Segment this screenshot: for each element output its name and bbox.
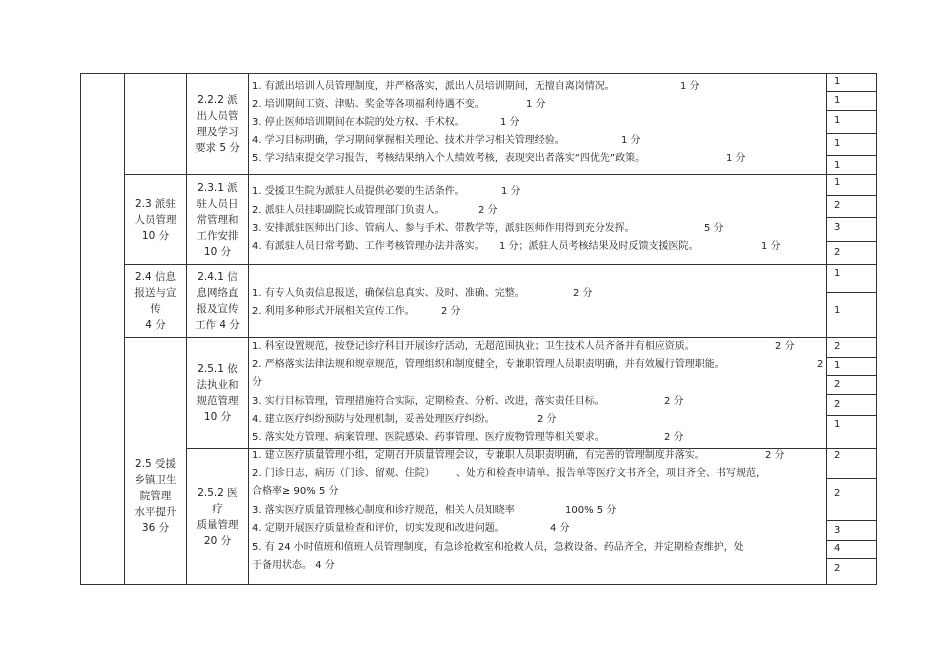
criterion-score: 2 分 — [664, 396, 684, 407]
criterion-text: 4. 定期开展医疗质量检查和评价，切实发现和改进问题。 — [252, 523, 505, 534]
label-line: 2.5 受援 — [134, 458, 177, 470]
label-line: 2.3 派驻 — [134, 197, 177, 210]
points-divider — [826, 478, 877, 479]
points-divider — [826, 217, 877, 218]
label-line: 2.2.2 派 — [197, 94, 238, 106]
label-line: 10 分 — [203, 411, 232, 423]
points-divider — [826, 540, 877, 541]
criterion-score: 2 分 — [441, 306, 461, 317]
label-line: 报及宣传 — [196, 303, 239, 315]
criterion-text: 5. 学习结束提交学习报告，考核结果纳入个人绩效考核，表现突出者落实“四优先”政策。 — [252, 153, 646, 164]
criterion-text: 1. 有派出培训人员管理制度，并严格落实，派出人员培训期间，无擅自离岗情况。 — [252, 81, 615, 92]
criterion-text: 2. 派驻人员挂职副院长或管理部门负责人。 — [252, 205, 445, 216]
criterion-text: 2. 门诊日志，病历（门诊、留观、住院） — [252, 468, 435, 479]
points-value: 2 — [834, 247, 841, 258]
label-line: 报送与宣 — [134, 287, 177, 299]
points-value: 1 — [834, 115, 841, 126]
label-line: 36 分 — [141, 522, 170, 534]
label-line: 水平提升 — [134, 506, 177, 518]
points-divider — [826, 357, 877, 358]
points-value: 3 — [834, 222, 841, 233]
sub-item-label-2-4-1 — [187, 265, 248, 337]
criterion-score: 2 分 — [478, 205, 498, 216]
points-divider — [826, 110, 877, 111]
sub-item-label-2-2-2 — [187, 74, 248, 174]
points-value: 1 — [834, 76, 841, 87]
label-line: 20 分 — [203, 534, 232, 547]
criterion-text: 3. 实行目标管理，管理措施符合实际，定期检查、分析、改进，落实责任目标。 — [252, 396, 605, 407]
label-line: 2.3.1 派 — [197, 181, 238, 194]
label-line: 院管理 — [139, 490, 172, 502]
points-divider — [826, 91, 877, 92]
criterion-text: 3. 停止医师培训期间在本院的处方权、手术权。 — [252, 117, 465, 128]
points-divider — [826, 558, 877, 559]
label-line: 乡镇卫生 — [134, 474, 177, 486]
label-line: 息网络直 — [196, 287, 239, 299]
item-label-2-4 — [125, 265, 186, 337]
criterion-text-continuation: 合格率≥ 90% 5 分 — [252, 486, 339, 497]
criterion-score: 2 分 — [775, 341, 795, 352]
criterion-text: 5. 落实处方管理、病案管理、医院感染、药事管理、医疗废物管理等相关要求。 — [252, 432, 605, 443]
criterion-score: 1 分；派驻人员考核结果及时反馈支援医院。 — [499, 241, 699, 252]
label-line: 2.4.1 信 — [197, 271, 238, 283]
points-divider — [826, 241, 877, 242]
criterion-text: 1. 建立医疗质量管理小组，定期召开质量管理会议，专兼职人员职责明确，有完善的管理制度并落实。 — [252, 450, 705, 461]
points-value: 2 — [834, 450, 841, 461]
row-divider — [186, 448, 877, 449]
criterion-score: 1 分 — [501, 186, 521, 197]
criterion-text: 1. 有专人负责信息报送，确保信息真实、及时、准确、完整。 — [252, 288, 525, 299]
points-value: 4 — [834, 543, 841, 554]
criterion-score: 2 分 — [537, 414, 557, 425]
points-value: 1 — [834, 95, 841, 106]
criterion-text: 2. 利用多种形式开展相关宣传工作。 — [252, 306, 415, 317]
label-line: 2.5.1 依 — [197, 363, 238, 375]
table-border-left — [80, 73, 81, 585]
sub-item-label-2-5-1 — [187, 338, 248, 448]
label-line: 规范管理 — [196, 395, 239, 407]
criterion-score: 2 分 — [765, 450, 785, 461]
points-divider — [826, 375, 877, 376]
table-col-divider — [826, 73, 827, 585]
criterion-score: 1 分 — [500, 117, 520, 128]
points-value: 1 — [834, 419, 841, 430]
points-value: 2 — [834, 200, 841, 211]
points-value: 1 — [834, 268, 841, 279]
criterion-text: 5. 有 24 小时值班和值班人员管理制度，有急诊抢救室和抢救人员，急救设备、药品齐全，并定期检查维护，处 — [252, 542, 744, 553]
criterion-text: 1. 科室设置规范，按登记诊疗科目开展诊疗活动，无超范围执业；卫生技术人员齐备并有相应资质。 — [252, 341, 695, 352]
criterion-score: 5 分 — [704, 223, 724, 234]
points-divider — [826, 133, 877, 134]
points-value: 1 — [834, 160, 841, 171]
criterion-text: 、处方和检查申请单、报告单等医疗文书齐全，项目齐全、书写规范， — [456, 468, 766, 479]
points-value: 2 — [834, 399, 841, 410]
points-divider — [826, 394, 877, 395]
points-value: 2 — [834, 341, 841, 352]
criterion-score: 1 分 — [761, 241, 781, 252]
label-line: 工作安排 — [196, 229, 239, 242]
label-line: 4 分 — [145, 319, 166, 331]
label-line: 出人员管 — [196, 110, 239, 122]
criterion-text: 4. 建立医疗纠纷预防与处理机制，妥善处理医疗纠纷。 — [252, 414, 495, 425]
criterion-score: 4 分 — [550, 523, 570, 534]
label-line: 法执业和 — [196, 379, 239, 391]
label-line: 要求 5 分 — [195, 142, 240, 154]
criterion-score: 1 分 — [621, 135, 641, 146]
points-value: 1 — [834, 360, 841, 371]
label-line: 2.5.2 医 — [197, 486, 238, 499]
points-value: 2 — [834, 379, 841, 390]
criterion-text: 4. 有派驻人员日常考勤、工作考核管理办法并落实。 — [252, 241, 485, 252]
criterion-text: 1. 受援卫生院为派驻人员提供必要的生活条件。 — [252, 186, 465, 197]
label-line: 2.4 信息 — [134, 271, 177, 283]
item-label-2-3 — [125, 175, 186, 264]
points-divider — [826, 155, 877, 156]
sub-item-label-2-3-1 — [187, 175, 248, 264]
criterion-text: 3. 落实医疗质量管理核心制度和诊疗规范，相关人员知晓率 — [252, 505, 515, 516]
table-border-bottom — [80, 584, 877, 585]
criterion-text: 3. 安排派驻医师出门诊、管病人、参与手术、带教学等，派驻医师作用得到充分发挥。 — [252, 223, 635, 234]
label-line: 理及学习 — [196, 126, 239, 138]
label-line: 传 — [150, 303, 161, 315]
table-border-right — [876, 73, 877, 585]
label-line: 质量管理 — [196, 518, 239, 531]
points-value: 2 — [834, 563, 841, 574]
criterion-text: 2. 培训期间工资、津贴、奖金等各项福利待遇不变。 — [252, 99, 485, 110]
criterion-text: 2. 严格落实法律法规和规章规范，管理组织和制度健全，专兼职管理人员职责明确，并有效履行管理职能。 — [252, 359, 725, 370]
criterion-score: 1 分 — [680, 81, 700, 92]
item-label-2-5 — [125, 338, 186, 584]
label-line: 10 分 — [203, 245, 232, 258]
label-line: 人员管理 — [134, 213, 177, 226]
points-divider — [826, 520, 877, 521]
criterion-score: 1 分 — [526, 99, 546, 110]
criterion-score: 1 分 — [726, 153, 746, 164]
criterion-score: 2 分 — [664, 432, 684, 443]
label-line: 常管理和 — [196, 213, 239, 226]
criterion-score: 2 分 — [573, 288, 593, 299]
criterion-text: 4. 学习目标明确，学习期间掌握相关理论、技术并学习相关管理经验。 — [252, 135, 565, 146]
criterion-text-continuation: 于备用状态。 4 分 — [252, 560, 335, 571]
points-divider — [826, 415, 877, 416]
label-line: 疗 — [212, 502, 223, 515]
points-value: 1 — [834, 138, 841, 149]
criterion-score: 2 — [817, 359, 824, 370]
label-line: 驻人员日 — [196, 197, 239, 210]
points-value: 2 — [834, 488, 841, 499]
points-value: 1 — [834, 305, 841, 316]
criterion-text-continuation: 分 — [252, 377, 262, 388]
points-divider — [826, 292, 877, 293]
sub-item-label-2-5-2 — [187, 449, 248, 584]
label-line: 工作 4 分 — [195, 319, 240, 331]
points-value: 1 — [834, 177, 841, 188]
points-divider — [826, 195, 877, 196]
points-value: 3 — [834, 525, 841, 536]
label-line: 10 分 — [141, 229, 170, 242]
table-col-divider — [248, 73, 249, 585]
criterion-text: 100% 5 分 — [565, 505, 617, 516]
